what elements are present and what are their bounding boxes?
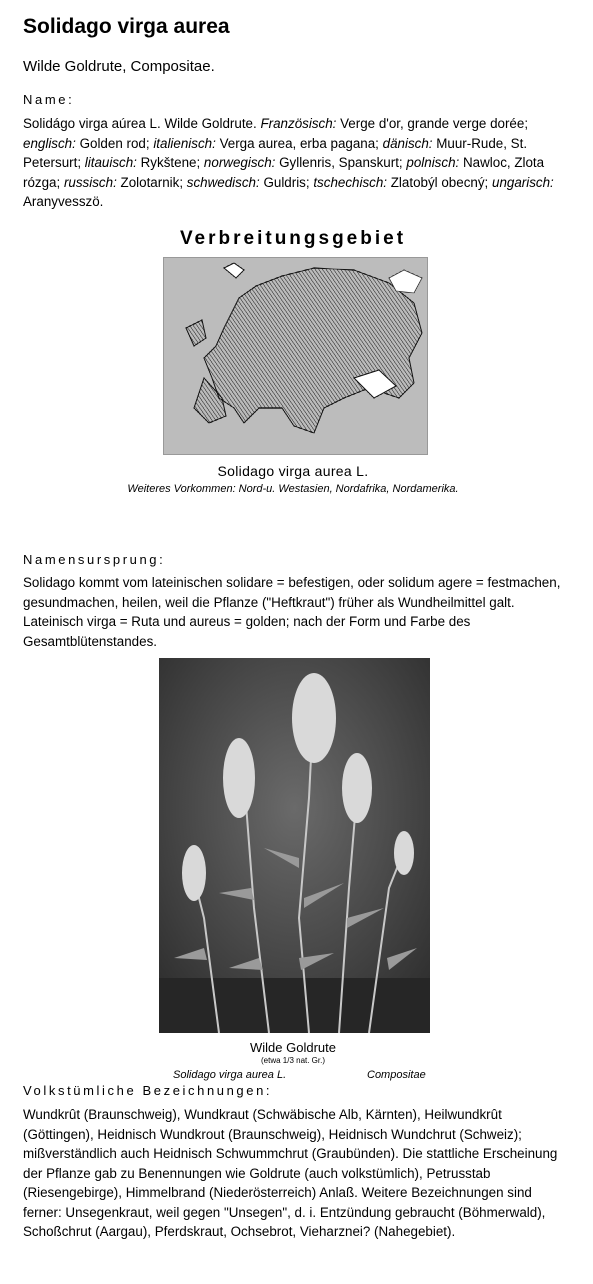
- lang-value: Nawloc, Zlota rózga;: [23, 155, 545, 190]
- plant-photo: [159, 658, 430, 1033]
- lang-value: Verga aurea, erba pagana;: [219, 135, 379, 151]
- lang-label: Französisch:: [260, 116, 337, 131]
- lang-label: englisch:: [23, 135, 76, 151]
- name-section-heading: Name:: [23, 92, 75, 107]
- lang-label: schwedisch:: [186, 174, 260, 190]
- lang-value: Guldris;: [263, 174, 310, 190]
- page-title: Solidago virga aurea: [23, 15, 230, 38]
- photo-latin-name: Solidago virga aurea L.: [173, 1069, 287, 1081]
- lang-label: norwegisch:: [203, 155, 276, 170]
- lang-value: Rykštene;: [140, 155, 201, 170]
- photo-size-note: (etwa 1/3 nat. Gr.): [260, 1056, 326, 1065]
- name-intro: Solidágo virga aúrea L. Wilde Goldrute.: [23, 116, 257, 131]
- europe-map-image: [164, 258, 427, 454]
- lang-label: ungarisch:: [492, 174, 554, 190]
- map-heading: Verbreitungsgebiet: [179, 228, 407, 249]
- lang-label: italienisch:: [153, 135, 216, 151]
- lang-value: Golden rod;: [79, 135, 150, 151]
- origin-section-text: Solidago kommt vom lateinischen solidare = befestigen, oder solidum agere = festmachen, gesundmachen, heilen, weil die Pflanze ("Heftkraut") früher als Wundheilmittel galt. Lateinisch virga = Ruta und aureus = golden; nach der Form und Farbe des Gesamtblütenstandes.: [23, 575, 561, 649]
- folk-section-heading: Volkstümliche Bezeichnungen:: [23, 1083, 273, 1098]
- lang-label: polnisch:: [406, 155, 460, 170]
- lang-label: litauisch:: [84, 155, 137, 170]
- lang-label: dänisch:: [382, 135, 433, 151]
- map-note: Weiteres Vorkommen: Nord-u. Westasien, Nordafrika, Nordamerika.: [127, 483, 459, 495]
- lang-label: russisch:: [63, 174, 117, 190]
- lang-value: Verge d'or, grande verge dorée;: [340, 116, 529, 131]
- goldenrod-photo-image: [159, 658, 430, 1033]
- origin-section-heading: Namensursprung:: [23, 552, 166, 567]
- distribution-map: [163, 257, 428, 455]
- photo-family-name: Compositae: [367, 1069, 426, 1081]
- lang-value: Zlatobýl obecný;: [390, 174, 489, 190]
- lang-label: tschechisch:: [313, 174, 388, 190]
- lang-value: Zolotarnik;: [120, 174, 184, 190]
- name-section-text: [23, 114, 563, 212]
- folk-section-text: Wundkrût (Braunschweig), Wundkraut (Schwäbische Alb, Kärnten), Heilwundkrût (Göttingen), Heidnisch Wundkrout (Braunschweig), Heidnisch Wundchrut (Schweiz); mißverständlich auch Heidnisch Schwummchrut (Graubünden). Die stattliche Erscheinung der Pflanze gab zu Benennungen wie Goldrute (auch volkstümlich), Petrusstab (Riesengebirge), Himmelbrand (Niederösterreich) Anlaß. Weitere Bezeichnungen sind ferner: Unsegenkraut, weil gegen "Unsegen", d. i. Entzündung gebraucht (Böhmerwald), Schoßchrut (Aargau), Pferdskraut, Ochsebrot, Vieharznei? (Nahegebiet).: [23, 1107, 558, 1239]
- lang-value: Aranyvesszö.: [23, 194, 104, 209]
- lang-value: Gyllenris, Spanskurt;: [279, 155, 403, 170]
- map-caption: Solidago virga aurea L.: [217, 463, 369, 479]
- page-subtitle: Wilde Goldrute, Compositae.: [23, 58, 215, 75]
- photo-caption: Wilde Goldrute: [250, 1040, 336, 1055]
- lang-value: Muur-Rude, St. Petersurt;: [23, 135, 528, 170]
